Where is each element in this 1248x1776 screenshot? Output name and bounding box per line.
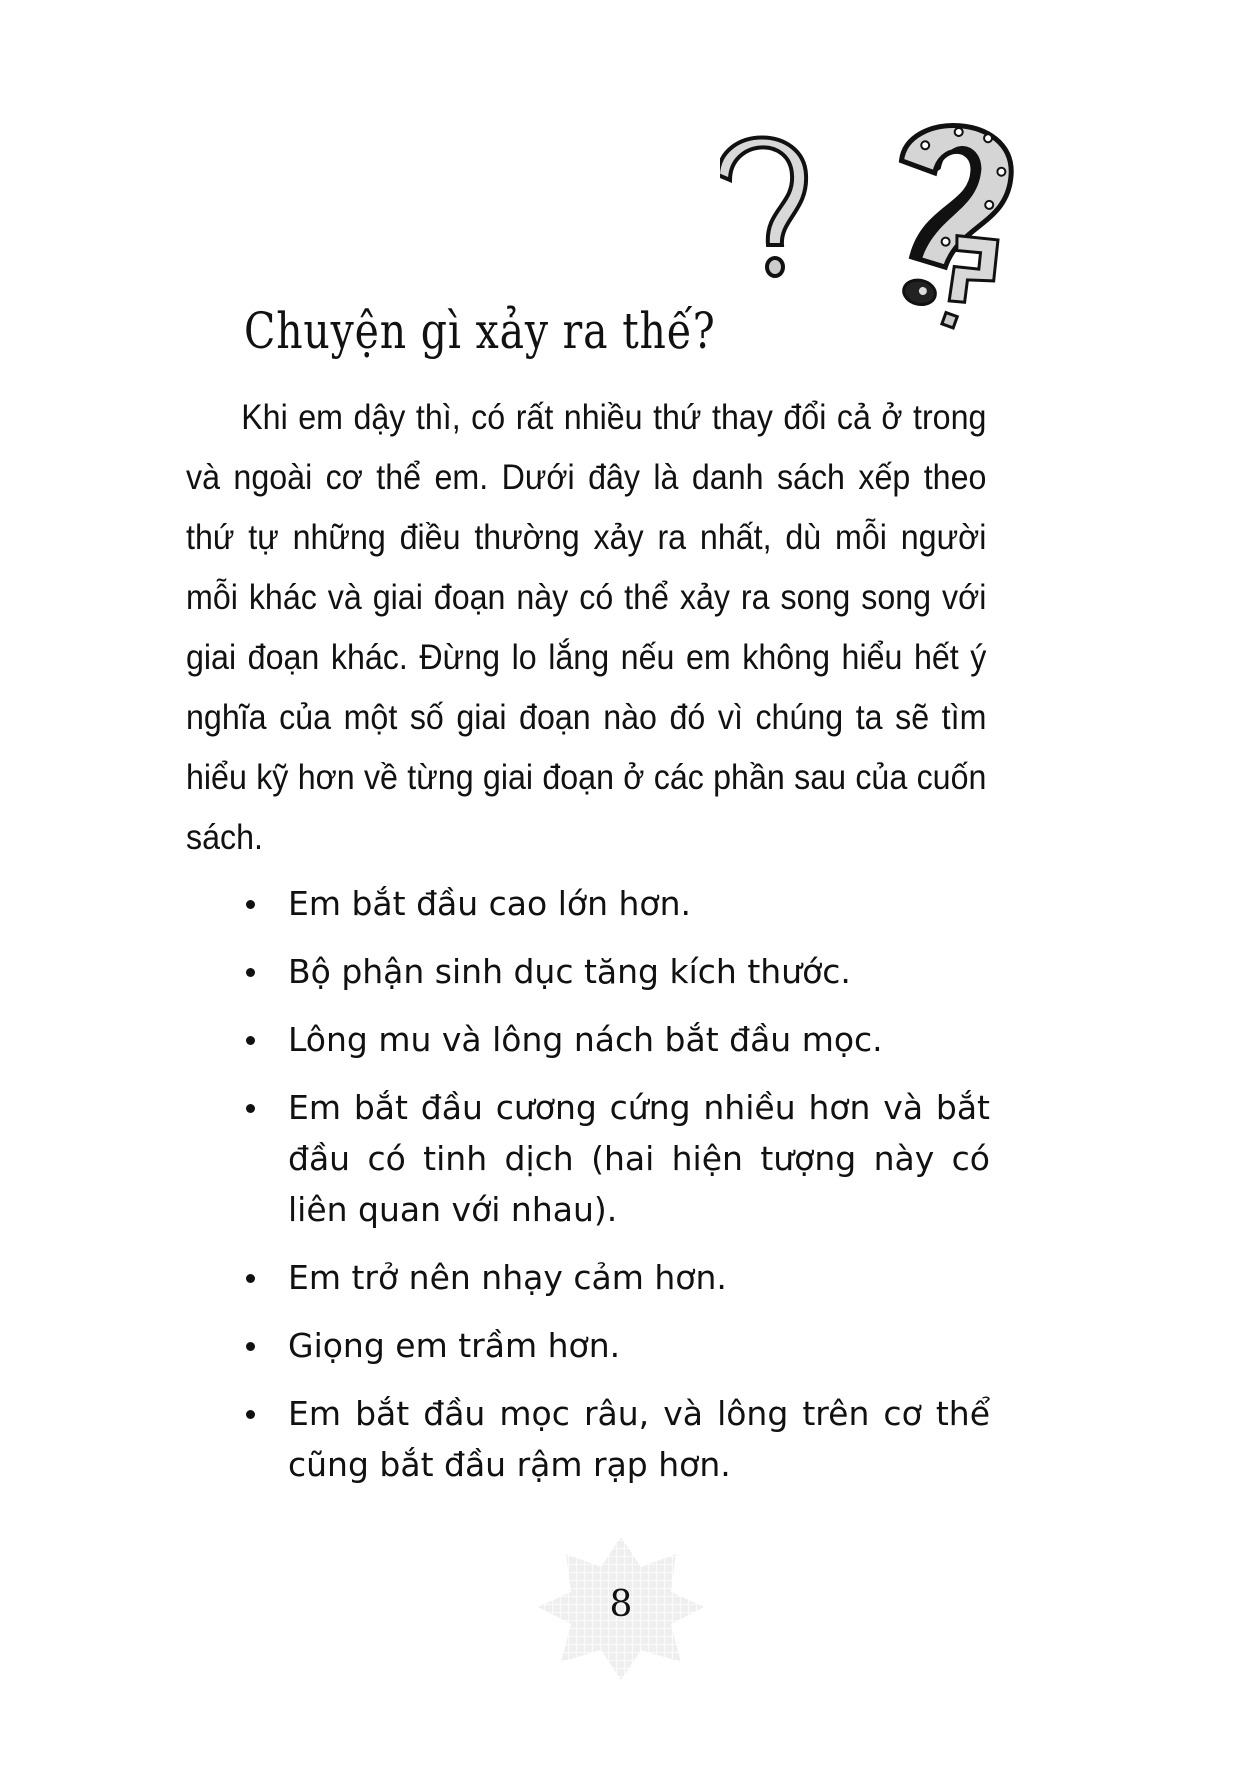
bullet-icon xyxy=(246,1342,255,1351)
list-item xyxy=(240,1014,990,1065)
list-item-text: Giọng em trầm hơn. xyxy=(288,1326,621,1365)
page-number-badge xyxy=(536,1532,706,1682)
list-item-text: Em bắt đầu cương cứng nhiều hơn và bắt đầu có tinh dịch (hai hiện tượng này có liên quan với nhau). xyxy=(288,1088,990,1229)
bullet-icon xyxy=(246,1104,255,1113)
list-item xyxy=(240,946,990,997)
page-title: Chuyện gì xảy ra thế? xyxy=(244,301,716,360)
list-item xyxy=(240,1252,990,1303)
list-item-text: Lông mu và lông nách bắt đầu mọc. xyxy=(288,1020,883,1059)
bullet-icon xyxy=(246,968,255,977)
list-item-text: Em trở nên nhạy cảm hơn. xyxy=(288,1258,727,1297)
list-item-text: Em bắt đầu cao lớn hơn. xyxy=(288,884,691,923)
page-number: 8 xyxy=(609,1584,633,1625)
bullet-icon xyxy=(246,1410,255,1419)
list-item-text: Bộ phận sinh dục tăng kích thước. xyxy=(288,952,851,991)
list-item-text: Em bắt đầu mọc râu, và lông trên cơ thể cũng bắt đầu rậm rạp hơn. xyxy=(288,1394,990,1484)
list-item xyxy=(240,1082,990,1235)
bullet-icon xyxy=(246,1036,255,1045)
list-item xyxy=(240,1388,990,1490)
question-marks-icon xyxy=(720,100,1080,360)
bullet-list xyxy=(240,878,990,1507)
list-item xyxy=(240,878,990,929)
bullet-icon xyxy=(246,1274,255,1283)
bullet-icon xyxy=(246,900,255,909)
intro-text: Khi em dậy thì, có rất nhiều thứ thay đổi cả ở trong và ngoài cơ thể em. Dưới đây là danh sách xếp theo thứ tự những điều thường xảy ra nhất, dù mỗi người mỗi khác và giai đoạn này có thể xảy ra song song với giai đoạn khác. Đừng lo lắng nếu em không hiểu hết ý nghĩa của một số giai đoạn nào đó vì chúng ta sẽ tìm hiểu kỹ hơn về từng giai đoạn ở các phần sau của cuốn sách. xyxy=(186,398,987,857)
intro-paragraph xyxy=(186,388,986,868)
list-item xyxy=(240,1320,990,1371)
